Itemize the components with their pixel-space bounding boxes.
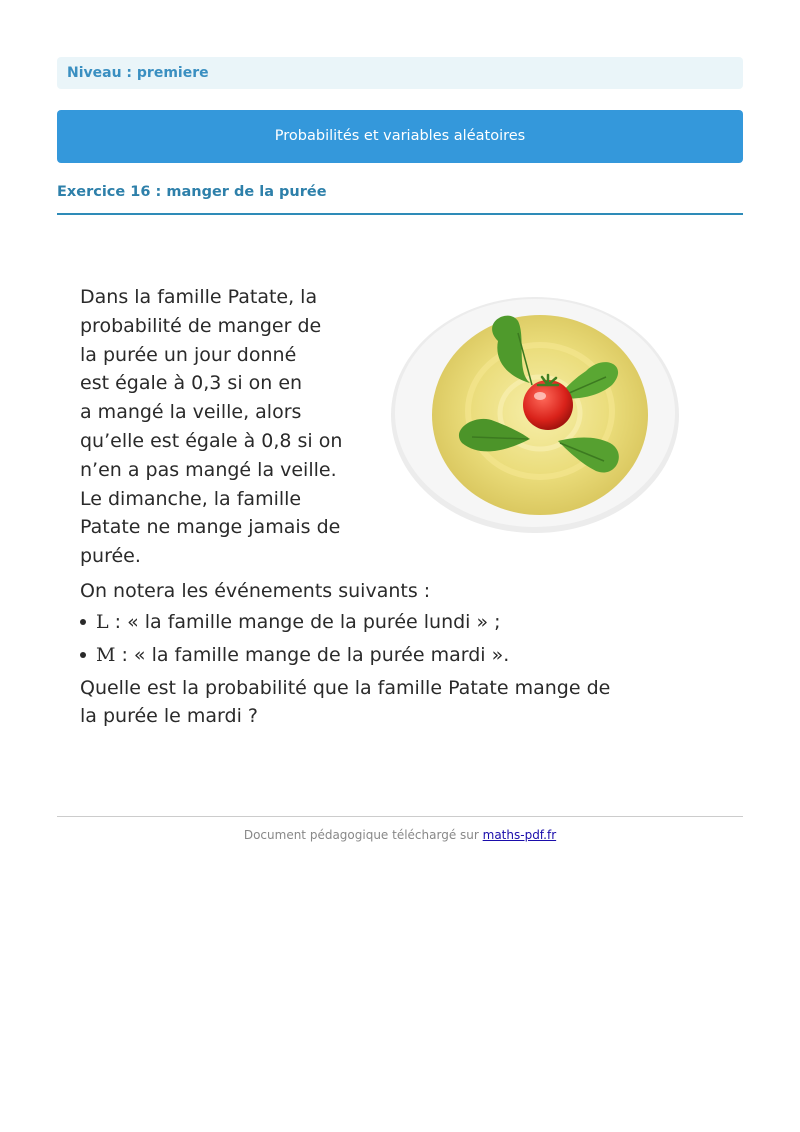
intro-line: purée.: [80, 545, 141, 568]
list-item: [80, 606, 700, 639]
question-line: la purée le mardi ?: [80, 705, 258, 728]
event-variable: M: [96, 644, 116, 667]
intro-line: Dans la famille Patate, la: [80, 286, 318, 308]
intro-line: n’en a pas mangé la veille.: [80, 458, 337, 481]
theme-banner: Probabilités et variables aléatoires: [57, 110, 743, 163]
intro-paragraph: [80, 283, 350, 571]
bullet-icon: [80, 619, 86, 625]
list-item: [80, 639, 700, 672]
intro-line: Le dimanche, la famille: [80, 487, 302, 510]
bullet-icon: [80, 652, 86, 658]
events-section: [80, 577, 700, 731]
intro-line: est égale à 0,3 si on en: [80, 372, 303, 395]
intro-line: la purée un jour donné: [80, 343, 297, 366]
event-description: : « la famille mange de la purée mardi ».: [121, 644, 510, 667]
footer: [57, 828, 743, 842]
event-description: : « la famille mange de la purée lundi » ;: [114, 611, 501, 634]
intro-line: qu’elle est égale à 0,8 si on: [80, 429, 343, 452]
footer-link[interactable]: maths-pdf.fr: [482, 828, 557, 842]
level-banner: Niveau : premiere: [57, 57, 743, 89]
events-intro: On notera les événements suivants :: [80, 580, 431, 602]
question-line: Quelle est la probabilité que la famille Patate mange de: [80, 676, 611, 699]
question: [80, 674, 700, 731]
footer-text: Document pédagogique téléchargé sur: [243, 828, 483, 842]
intro-line: probabilité de manger de: [80, 314, 322, 337]
exercise-title: Exercice 16 : manger de la purée: [57, 184, 743, 215]
footer-divider: [57, 816, 743, 817]
event-variable: L: [96, 611, 109, 634]
intro-line: a mangé la veille, alors: [80, 401, 302, 424]
intro-line: Patate ne mange jamais de: [80, 516, 341, 539]
puree-plate-illustration: [390, 293, 680, 535]
